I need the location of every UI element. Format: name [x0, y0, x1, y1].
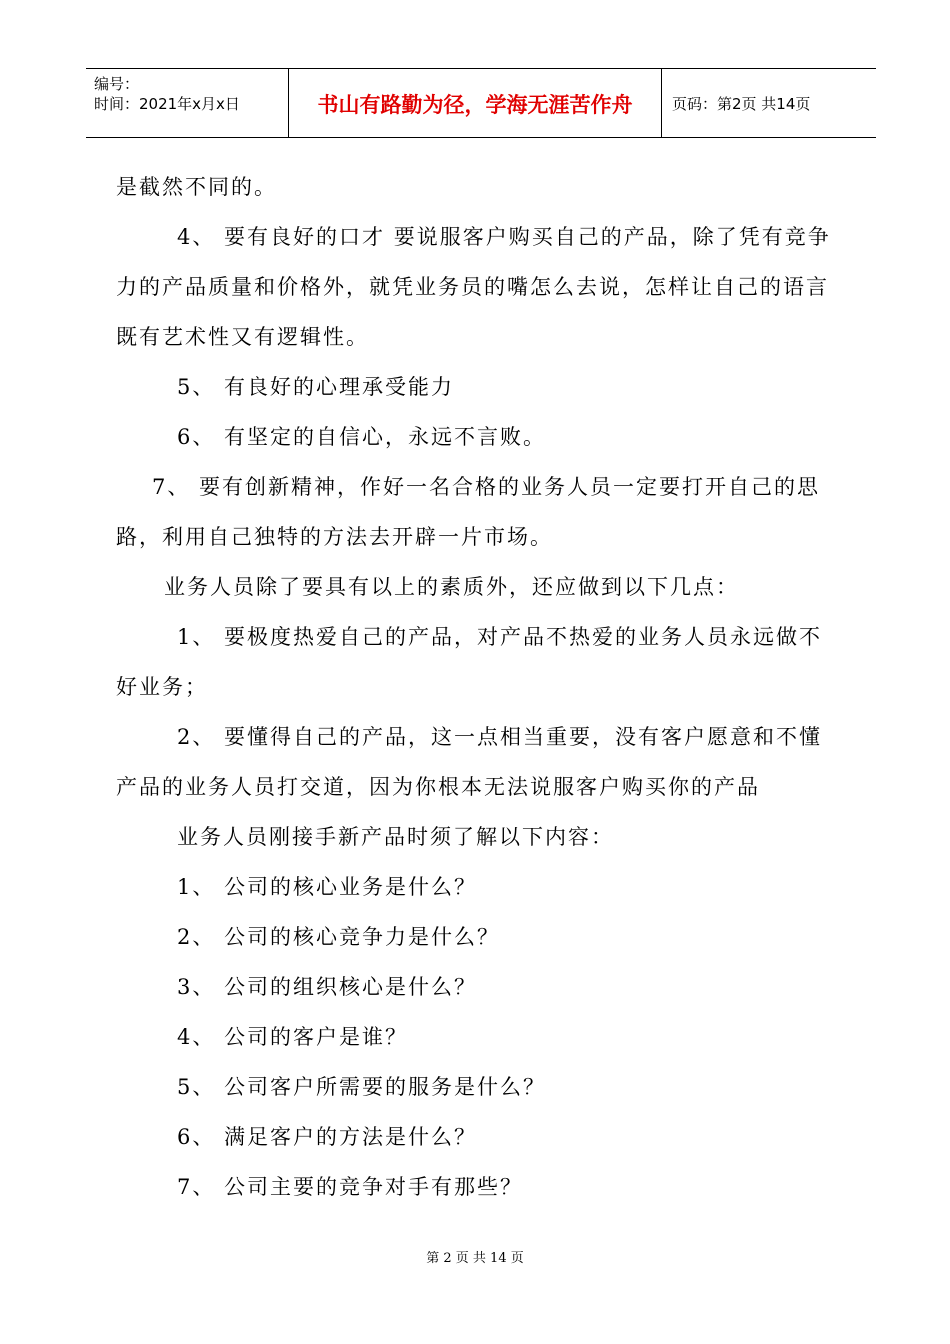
header-page-cell: [662, 69, 876, 137]
body-line: 5、 有良好的心理承受能力: [177, 375, 455, 399]
body-line: 是截然不同的。: [116, 175, 277, 199]
body-line: 业务人员除了要具有以上的素质外，还应做到以下几点：: [164, 575, 739, 599]
body-line: 产品的业务人员打交道，因为你根本无法说服客户购买你的产品: [116, 775, 760, 799]
body-line: 业务人员刚接手新产品时须了解以下内容：: [177, 825, 614, 849]
body-line: 好业务；: [116, 675, 208, 699]
body-line: 2、 公司的核心竞争力是什么？: [177, 925, 501, 949]
doc-id-label: 编号：: [94, 75, 140, 93]
body-line: 2、 要懂得自己的产品，这一点相当重要，没有客户愿意和不懂: [177, 725, 823, 749]
header-motto: 书山有路勤为径，学海无涯苦作舟: [317, 93, 633, 117]
body-line: 7、 公司主要的竞争对手有那些？: [177, 1175, 524, 1199]
body-line: 既有艺术性又有逻辑性。: [116, 325, 369, 349]
body-line: 1、 公司的核心业务是什么？: [177, 875, 478, 899]
body-line: 路，利用自己独特的方法去开辟一片市场。: [116, 525, 553, 549]
header-meta: [86, 69, 288, 137]
page-footer: 第 2 页 共 14 页: [426, 1251, 524, 1266]
body-line: 4、 公司的客户是谁？: [177, 1025, 409, 1049]
header-page-label: 页码：第2页 共14页: [672, 95, 811, 113]
body-line: 6、 有坚定的自信心，永远不言败。: [177, 425, 547, 449]
body-line: 6、 满足客户的方法是什么？: [177, 1125, 478, 1149]
body-line: 3、 公司的组织核心是什么？: [177, 975, 478, 999]
header-motto-cell: [288, 69, 662, 137]
page-header: [86, 68, 876, 138]
body-line: 4、 要有良好的口才 要说服客户购买自己的产品，除了凭有竞争: [177, 225, 831, 249]
body-line: 1、 要极度热爱自己的产品，对产品不热爱的业务人员永远做不: [177, 625, 823, 649]
doc-time-label: 时间：2021年x月x日: [94, 95, 240, 113]
body-line: 力的产品质量和价格外，就凭业务员的嘴怎么去说，怎样让自己的语言: [116, 275, 829, 299]
body-line: 5、 公司客户所需要的服务是什么？: [177, 1075, 547, 1099]
body-line: 7、 要有创新精神，作好一名合格的业务人员一定要打开自己的思: [152, 475, 821, 499]
